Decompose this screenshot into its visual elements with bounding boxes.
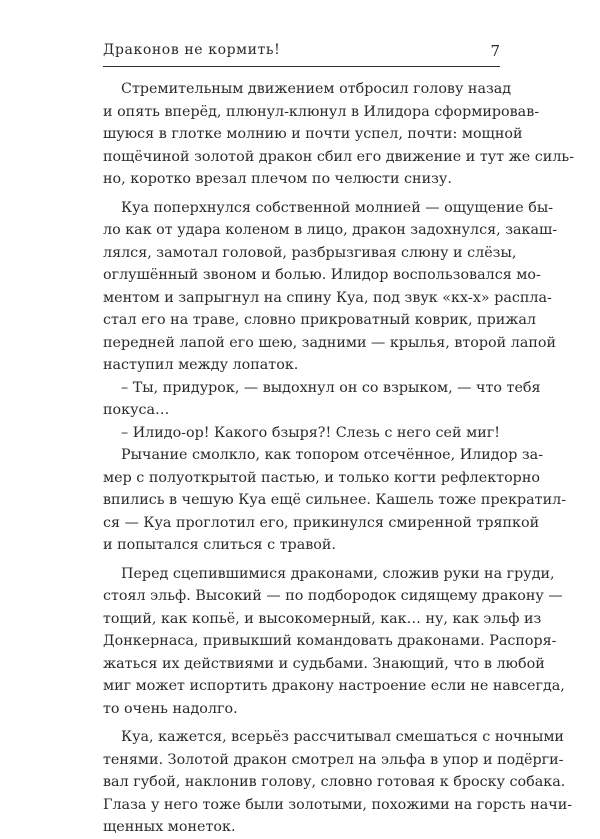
page-number: 7: [490, 42, 500, 60]
text-line: мер с полуоткрытой пастью, и только когти рефлекторно: [103, 469, 540, 486]
paragraph: [103, 377, 541, 422]
text-line: вал губой, наклонив голову, словно готовая к броску собака.: [103, 774, 566, 790]
text-line: щенных монеток.: [103, 819, 236, 835]
text-line: тенями. Золотой дракон смотрел на эльфа в упор и подёрги-: [103, 751, 564, 768]
running-title: Драконов не кормить!: [103, 42, 281, 58]
text-line: – Илидо-ор! Какого бзыря?! Слезь с него сей миг!: [121, 424, 500, 441]
text-line: ментом и запрыгнул на спину Куа, под звук «кх-х» распла-: [103, 289, 552, 306]
text-line: наступил между лопаток.: [103, 357, 299, 373]
text-line: Куа, кажется, всерьёз рассчитывал смешаться с ночными: [121, 729, 564, 745]
paragraph: [103, 197, 558, 377]
paragraph: [103, 563, 565, 721]
running-header: [103, 38, 500, 62]
paragraph: [103, 422, 500, 445]
text-line: и опять вперёд, плюнул-клюнул в Илидора сформировав-: [103, 103, 540, 120]
text-line: шуюся в глотке молнию и почти успел, почти: мощной: [103, 126, 523, 142]
body-text: [103, 78, 575, 839]
text-line: ся — Куа проглотил его, прикинулся смиренной тряпкой: [103, 514, 540, 531]
text-line: пощёчиной золотой дракон сбил его движение и тут же силь-: [103, 148, 575, 165]
text-line: стоял эльф. Высокий — по подбородок сидящему дракону —: [103, 588, 563, 604]
text-line: передней лапой его шею, задними — крылья, второй лапой: [103, 334, 557, 351]
text-line: покуса…: [103, 402, 170, 418]
text-line: но, коротко врезал плечом по челюсти снизу.: [103, 171, 452, 187]
paragraph: [103, 444, 567, 557]
text-line: Стремительным движением отбросил голову назад: [121, 81, 512, 97]
text-line: Глаза у него тоже были золотыми, похожими на горсть начи-: [103, 796, 573, 813]
text-line: тощий, как копьё, и высокомерный, как… ну, как эльф из: [103, 610, 542, 627]
header-rule: [103, 66, 500, 67]
text-line: Донкернаса, привыкший командовать драконами. Распоря-: [103, 633, 557, 649]
paragraph: [103, 78, 575, 191]
text-line: оглушённый звоном и болью. Илидор воспользовался мо-: [103, 267, 541, 283]
text-line: Перед сцепившимися драконами, сложив руки на груди,: [121, 565, 555, 582]
text-line: стал его на траве, словно прикроватный коврик, прижал: [103, 312, 537, 328]
text-line: миг может испортить дракону настроение если не навсегда,: [103, 678, 565, 694]
text-line: ло как от удара коленом в лицо, дракон задохнулся, закаш-: [103, 222, 558, 238]
text-line: то очень надолго.: [103, 700, 238, 717]
text-line: и попытался слиться с травой.: [103, 537, 336, 553]
text-line: Куа поперхнулся собственной молнией — ощущение бы-: [121, 199, 554, 216]
paragraph: [103, 726, 573, 839]
text-line: лялся, замотал головой, разбрызгивая слюну и слёзы,: [103, 244, 517, 261]
text-line: жаться их действиями и судьбами. Знающий, что в любой: [103, 655, 545, 672]
text-line: впились в чешую Куа ещё сильнее. Кашель тоже прекратил-: [103, 492, 567, 508]
text-line: Рычание смолкло, как топором отсечённое, Илидор за-: [121, 447, 544, 463]
text-line: – Ты, придурок, — выдохнул он со взрыком, — что тебя: [121, 379, 541, 396]
